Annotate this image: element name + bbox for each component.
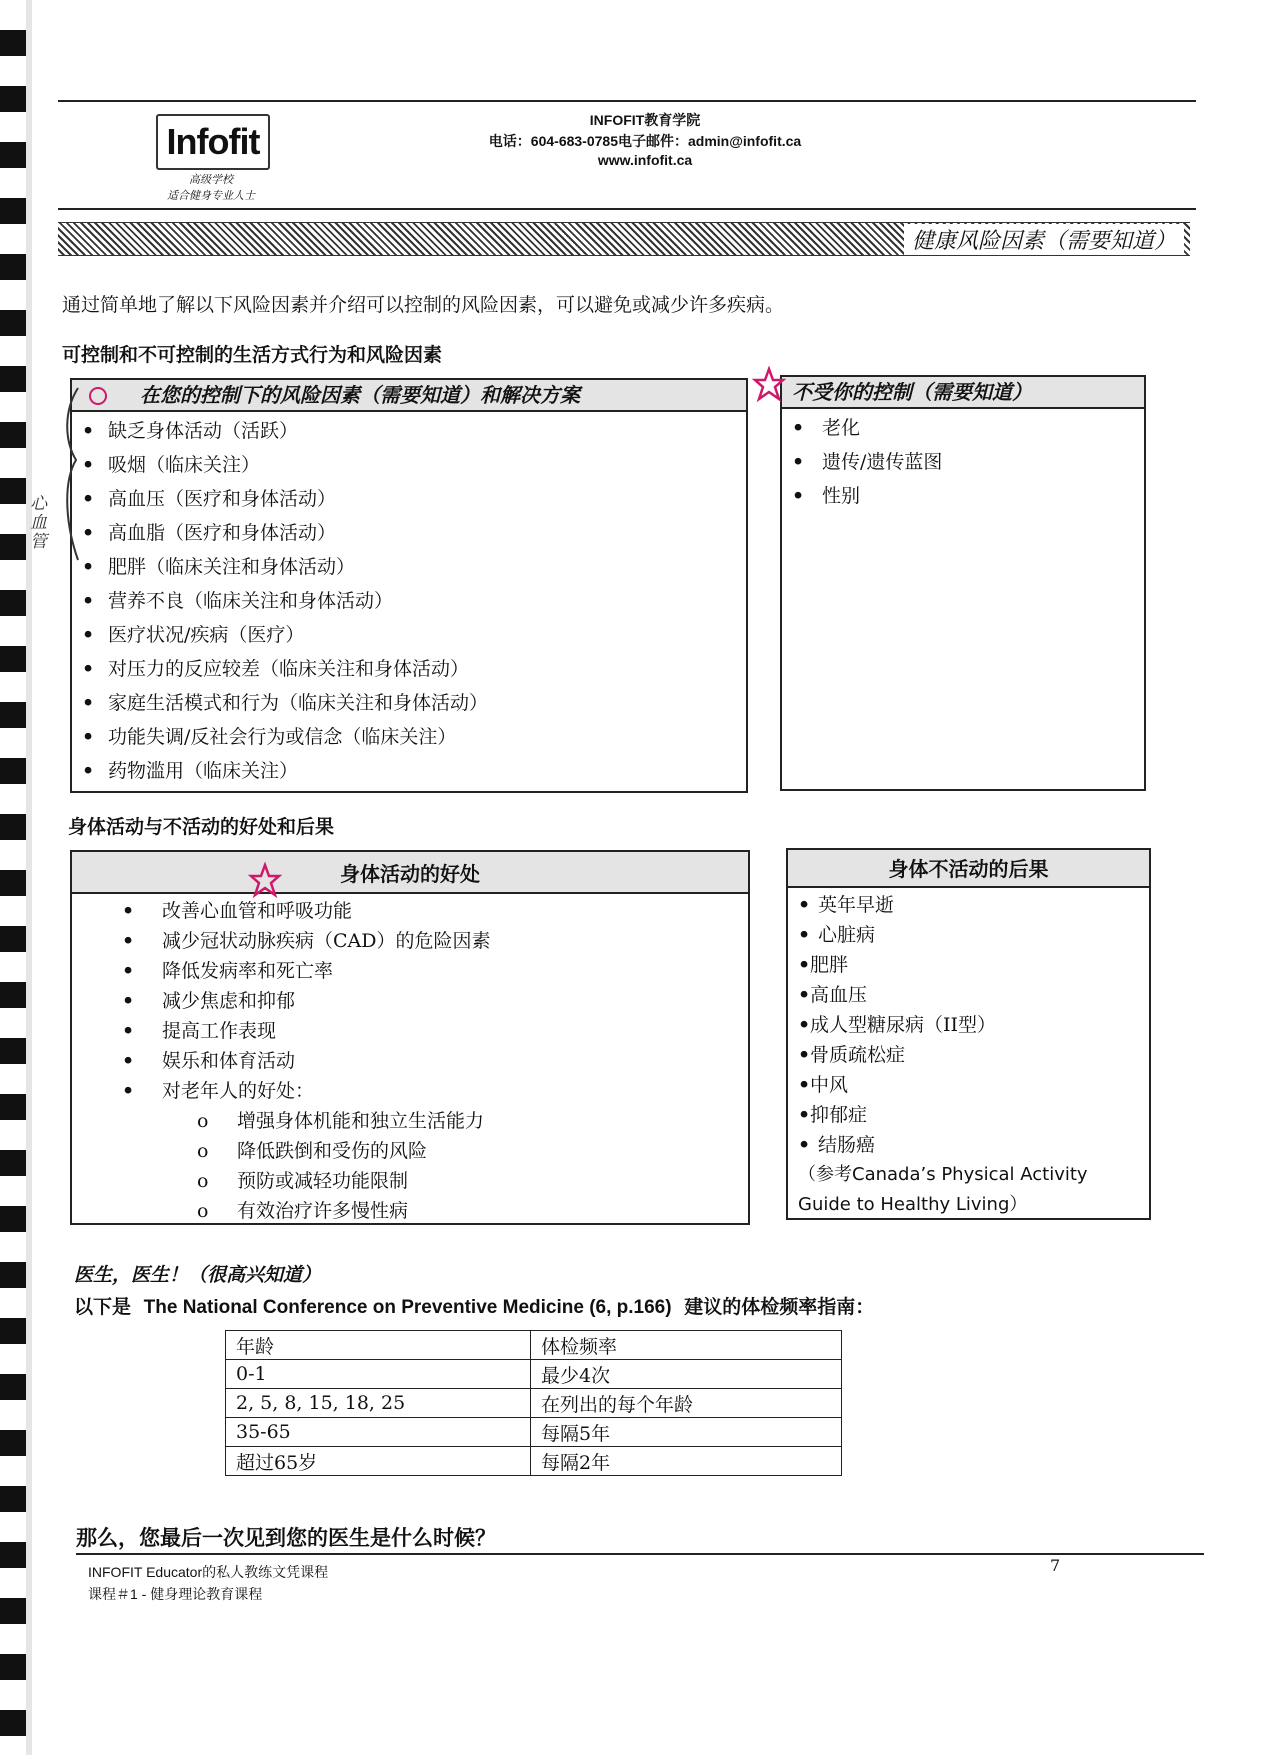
contact-line: 电话：604-683-0785电子邮件：admin@infofit.ca (488, 133, 802, 149)
section-title-band (58, 222, 1190, 256)
list-item: • 减少焦虑和抑郁 (72, 986, 748, 1016)
heading-activity: 身体活动与不活动的好处和后果 (68, 816, 335, 838)
list-item: • 娱乐和体育活动 (72, 1046, 748, 1076)
binding-shadow (26, 0, 32, 1755)
table-row (226, 1360, 842, 1389)
consequences-list (788, 890, 1149, 1160)
infofit-logo: Infofit (156, 114, 270, 170)
logo-subtitle-line1: 高级学校 (189, 173, 233, 186)
list-item: • 高血脂（医疗和身体活动） (72, 516, 746, 550)
list-item: • 英年早逝 (788, 890, 1149, 920)
handwritten-bracket (60, 380, 130, 590)
list-item: • 骨质疏松症 (788, 1040, 1149, 1070)
footer-course-number: 课程＃1 - 健身理论教育课程 (88, 1586, 263, 1602)
list-item: • 提高工作表现 (72, 1016, 748, 1046)
intro-text: 通过简单地了解以下风险因素并介绍可以控制的风险因素，可以避免或减少许多疾病。 (62, 294, 785, 316)
doctor-intro-suffix: 建议的体检频率指南： (684, 1296, 875, 1318)
list-item: • 中风 (788, 1070, 1149, 1100)
frequency-cell: 每隔2年 (531, 1447, 842, 1476)
column-header-frequency: 体检频率 (531, 1331, 842, 1360)
list-item: • 抑郁症 (788, 1100, 1149, 1130)
table-header-row (226, 1331, 842, 1360)
list-item: • 对压力的反应较差（临床关注和身体活动） (72, 652, 746, 686)
benefits-list (72, 896, 748, 1226)
uncontrollable-risks-box (780, 375, 1146, 791)
frequency-cell: 每隔5年 (531, 1418, 842, 1447)
uncontrollable-risks-list (782, 411, 1144, 513)
frequency-cell: 在列出的每个年龄 (531, 1389, 842, 1418)
list-item: • 医疗状况/疾病（医疗） (72, 618, 746, 652)
logo-subtitle-line2: 适合健身专业人士 (167, 189, 255, 202)
benefits-box (70, 850, 750, 1225)
table-row (226, 1418, 842, 1447)
list-item: • 高血压 (788, 980, 1149, 1010)
table-row (226, 1447, 842, 1476)
heading-risk-factors: 可控制和不可控制的生活方式行为和风险因素 (62, 344, 443, 366)
list-item: • 肥胖（临床关注和身体活动） (72, 550, 746, 584)
list-item: • 减少冠状动脉疾病（CAD）的危险因素 (72, 926, 748, 956)
controllable-risks-list (72, 414, 746, 788)
sub-list-item: o 预防或减轻功能限制 (72, 1166, 748, 1196)
list-item: • 结肠癌 (788, 1130, 1149, 1160)
doctor-intro (74, 1292, 874, 1319)
list-item: • 家庭生活模式和行为（临床关注和身体活动） (72, 686, 746, 720)
header-top-rule (58, 100, 1196, 102)
column-header-age: 年龄 (226, 1331, 531, 1360)
age-cell: 35-65 (226, 1418, 531, 1447)
age-cell: 超过65岁 (226, 1447, 531, 1476)
checkup-frequency-table (225, 1330, 842, 1476)
consequences-box (786, 848, 1151, 1220)
org-name: INFOFIT教育学院 (589, 112, 701, 128)
frequency-cell: 最少4次 (531, 1360, 842, 1389)
doctor-heading: 医生，医生！（很高兴知道） (74, 1264, 322, 1286)
list-item: • 吸烟（临床关注） (72, 448, 746, 482)
list-item: • 降低发病率和死亡率 (72, 956, 748, 986)
age-cell: 2, 5, 8, 15, 18, 25 (226, 1389, 531, 1418)
list-item: • 心脏病 (788, 920, 1149, 950)
pink-star-mark-3 (248, 862, 282, 900)
list-item: • 药物滥用（临床关注） (72, 754, 746, 788)
list-item: • 老化 (782, 411, 1144, 445)
pink-star-mark-2 (752, 366, 786, 404)
list-item: • 缺乏身体活动（活跃） (72, 414, 746, 448)
benefits-title: 身体活动的好处 (72, 852, 748, 894)
doctor-intro-prefix: 以下是 (74, 1296, 132, 1318)
controllable-risks-box (70, 378, 748, 793)
sub-list-item: o 降低跌倒和受伤的风险 (72, 1136, 748, 1166)
list-item: • 营养不良（临床关注和身体活动） (72, 584, 746, 618)
handwritten-margin-note: 心血管 (30, 494, 47, 552)
controllable-risks-title: 在您的控制下的风险因素（需要知道）和解决方案 (72, 380, 746, 412)
list-item: • 成人型糖尿病（II型） (788, 1010, 1149, 1040)
age-cell: 0-1 (226, 1360, 531, 1389)
sub-list-item: o 增强身体机能和独立生活能力 (72, 1106, 748, 1136)
sub-list-item: o 有效治疗许多慢性病 (72, 1196, 748, 1226)
consequences-title: 身体不活动的后果 (788, 850, 1149, 888)
closing-question: 那么，您最后一次见到您的医生是什么时候？ (76, 1526, 496, 1550)
website: www.infofit.ca (597, 152, 693, 168)
footer-rule (76, 1553, 1204, 1555)
table-row (226, 1389, 842, 1418)
list-item: • 改善心血管和呼吸功能 (72, 896, 748, 926)
list-item: • 遗传/遗传蓝图 (782, 445, 1144, 479)
older-adult-benefits-list (72, 1106, 748, 1226)
list-item: • 肥胖 (788, 950, 1149, 980)
list-item: • 对老年人的好处： (72, 1076, 748, 1106)
footer-course-title: INFOFIT Educator的私人教练文凭课程 (88, 1564, 329, 1580)
logo-subtitle (136, 172, 286, 204)
list-item: • 高血压（医疗和身体活动） (72, 482, 746, 516)
reference-note-line2: Guide to Healthy Living） (798, 1194, 1028, 1215)
spiral-binding (0, 0, 26, 1755)
list-item: • 性别 (782, 479, 1144, 513)
reference-note-line1: （参考Canada’s Physical Activity (798, 1164, 1088, 1185)
header-bottom-rule (58, 208, 1196, 210)
uncontrollable-risks-title: 不受你的控制（需要知道） (782, 377, 1144, 409)
list-item: • 功能失调/反社会行为或信念（临床关注） (72, 720, 746, 754)
doctor-intro-source: The National Conference on Preventive Medicine (6, p.166) (143, 1297, 672, 1318)
section-title: 健康风险因素（需要知道） (904, 224, 1184, 255)
pink-star-mark-1 (90, 388, 106, 404)
page-number: 7 (1050, 1556, 1061, 1575)
